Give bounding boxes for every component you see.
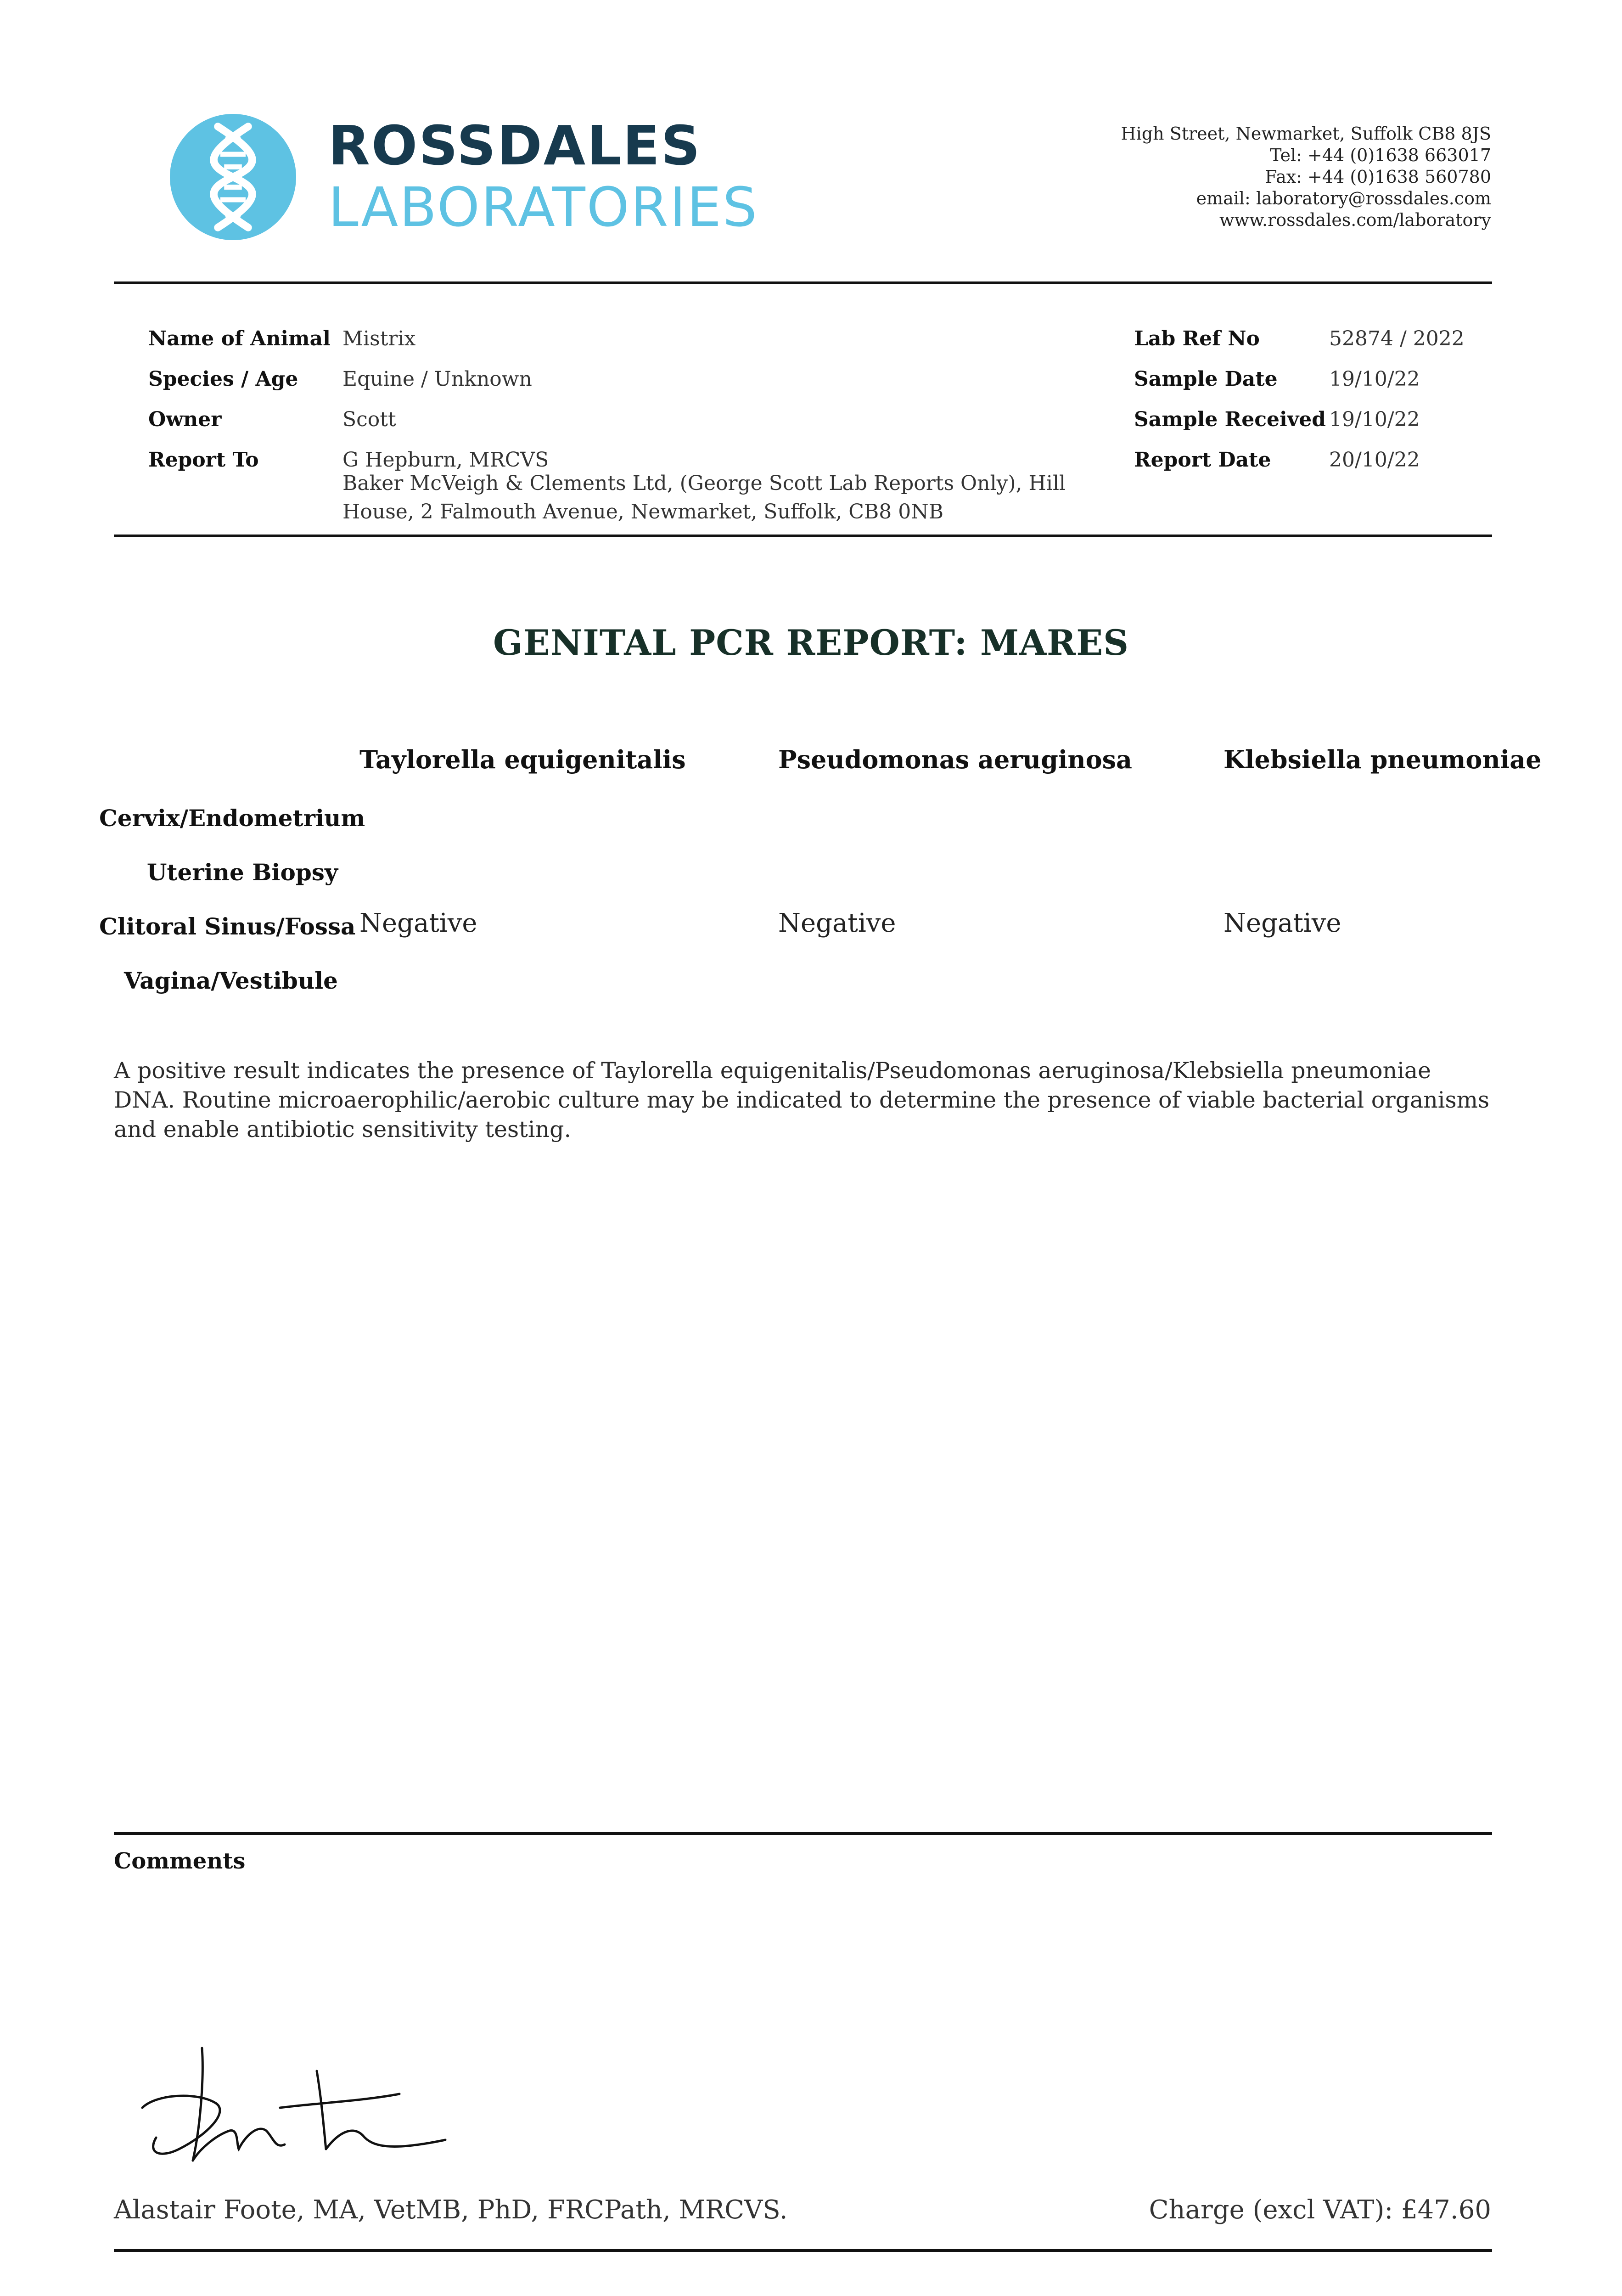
lab-ref-value: 52874 / 2022: [1329, 327, 1465, 350]
report-date-value: 20/10/22: [1329, 448, 1420, 472]
report-date-label: Report Date: [1134, 448, 1271, 472]
row-header-cervix-endometrium: Cervix/Endometrium: [99, 805, 365, 832]
comments-label: Comments: [114, 1848, 246, 1874]
column-header-klebsiella: Klebsiella pneumoniae: [1224, 745, 1542, 774]
brand-name-secondary: LABORATORIES: [328, 175, 758, 239]
info-divider: [114, 535, 1492, 537]
owner-label: Owner: [148, 408, 222, 431]
signatory-name: Alastair Foote, MA, VetMB, PhD, FRCPath, MRCVS.: [114, 2195, 788, 2225]
species-age-value: Equine / Unknown: [342, 367, 532, 391]
row-header-uterine-biopsy: Uterine Biopsy: [146, 859, 338, 886]
dna-helix-icon: [170, 114, 296, 240]
column-header-pseudomonas: Pseudomonas aeruginosa: [778, 745, 1133, 774]
lab-email: email: laboratory@rossdales.com: [1196, 188, 1491, 208]
brand-name-primary: ROSSDALES: [328, 114, 702, 177]
lab-address: High Street, Newmarket, Suffolk CB8 8JS: [1121, 124, 1491, 144]
owner-value: Scott: [342, 408, 396, 431]
report-to-label: Report To: [148, 448, 259, 472]
report-to-name: G Hepburn, MRCVS: [342, 448, 549, 472]
report-to-address: Baker McVeigh & Clements Ltd, (George Scott Lab Reports Only), Hill House, 2 Falmouth Avenue, Newmarket, Suffolk, CB8 0NB: [342, 472, 1066, 523]
result-clitoral-klebsiella: Negative: [1224, 908, 1341, 938]
lab-telephone: Tel: +44 (0)1638 663017: [1270, 145, 1491, 165]
lab-contact-block: [1121, 123, 1491, 231]
row-header-clitoral-sinus-fossa: Clitoral Sinus/Fossa: [99, 913, 356, 940]
lab-ref-label: Lab Ref No: [1134, 327, 1260, 350]
row-header-vagina-vestibule: Vagina/Vestibule: [124, 967, 338, 994]
result-clitoral-taylorella: Negative: [359, 908, 477, 938]
lab-fax: Fax: +44 (0)1638 560780: [1265, 167, 1491, 187]
header-divider: [114, 281, 1492, 284]
sample-received-value: 19/10/22: [1329, 408, 1420, 431]
column-header-taylorella: Taylorella equigenitalis: [359, 745, 686, 774]
comments-divider: [114, 1832, 1492, 1835]
charge-amount: Charge (excl VAT): £47.60: [1149, 2195, 1491, 2225]
sample-date-value: 19/10/22: [1329, 367, 1420, 391]
report-title: GENITAL PCR REPORT: MARES: [493, 622, 1129, 663]
species-age-label: Species / Age: [148, 367, 298, 391]
interpretation-note: A positive result indicates the presence of Taylorella equigenitalis/Pseudomonas aeruginosa/Klebsiella pneumoniae DNA. Routine microaerophilic/aerobic culture may be indicated to determine the presence of viable bacterial organisms and enable antibiotic sensitivity testing.: [114, 1058, 1490, 1142]
footer-divider: [114, 2249, 1492, 2252]
lab-website: www.rossdales.com/laboratory: [1219, 210, 1491, 230]
sample-received-label: Sample Received: [1134, 408, 1326, 431]
result-clitoral-pseudomonas: Negative: [778, 908, 896, 938]
animal-name-value: Mistrix: [342, 327, 416, 350]
sample-date-label: Sample Date: [1134, 367, 1278, 391]
animal-name-label: Name of Animal: [148, 327, 331, 350]
handwritten-signature: [124, 2039, 473, 2172]
